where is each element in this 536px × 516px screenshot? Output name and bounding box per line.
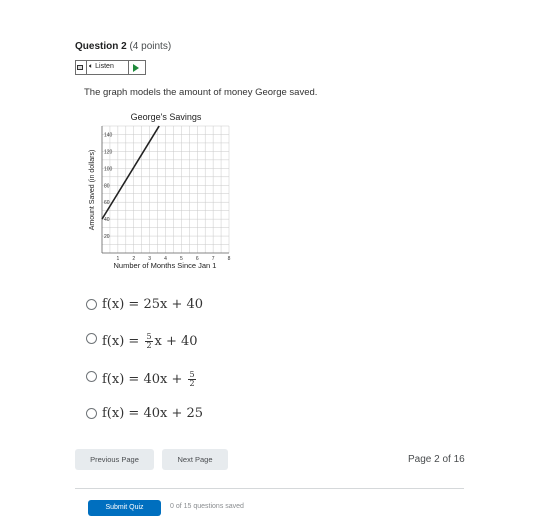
x-tick-label: 3 [148,256,152,262]
page-indicator: Page 2 of 16 [408,454,465,465]
option-1-radio[interactable] [86,299,97,310]
series-line [102,126,159,219]
y-tick-label: 60 [104,200,110,207]
y-tick-label: 20 [104,234,110,241]
chart-title: George's Savings [130,112,202,122]
answer-option-3[interactable] [86,368,246,392]
option-2-radio[interactable] [86,333,97,344]
x-tick-label: 4 [164,256,167,262]
option-2-suffix: x + 40 [154,334,198,349]
submit-quiz-button[interactable]: Submit Quiz [88,500,161,516]
next-page-button[interactable]: Next Page [162,449,228,470]
x-tick-label: 1 [116,256,120,262]
option-4-expression: f(x) = 40x + 25 [102,406,204,421]
question-header [75,41,171,52]
answer-option-4[interactable] [86,406,246,426]
y-tick-label: 120 [104,149,113,156]
listen-divider [128,61,129,74]
option-2-prefix: f(x) = [102,334,144,349]
play-icon[interactable] [133,64,139,72]
previous-page-button[interactable]: Previous Page [75,449,154,470]
option-2-denominator: 2 [146,341,152,350]
option-2-fraction [145,333,152,350]
y-tick-label: 140 [104,132,113,139]
divider [75,488,464,489]
menu-icon [77,65,83,70]
answer-option-1[interactable] [86,297,246,317]
listen-menu-button[interactable] [76,61,87,74]
question-title: Question 2 [75,41,127,52]
option-3-fraction [188,371,195,388]
option-3-denominator: 2 [189,379,195,388]
question-points: (4 points) [129,41,172,52]
y-tick-labels [104,132,113,240]
x-tick-label: 6 [195,256,199,262]
listen-label: Listen [95,63,114,70]
option-1-expression: f(x) = 25x + 40 [102,297,204,312]
x-tick-label: 7 [211,256,215,262]
x-tick-label: 5 [179,256,183,262]
x-tick-label: 8 [227,256,231,262]
answer-option-2[interactable] [86,330,246,354]
listen-widget[interactable] [75,60,146,75]
y-tick-label: 100 [104,166,113,173]
listen-button[interactable]: 🔈︎ Listen [89,63,114,70]
y-tick-label: 40 [104,217,110,224]
savings-chart [84,108,244,273]
y-axis-label: Amount Saved (in dollars) [89,149,96,231]
option-3-numerator: 5 [189,370,195,379]
option-2-numerator: 5 [146,332,152,341]
saved-status: 0 of 15 questions saved [170,503,244,510]
option-3-radio[interactable] [86,371,97,382]
x-axis-label: Number of Months Since Jan 1 [113,261,217,270]
option-4-radio[interactable] [86,408,97,419]
question-prompt: The graph models the amount of money George saved. [84,87,318,98]
option-3-prefix: f(x) = 40x + [102,372,187,387]
y-tick-label: 80 [104,183,110,190]
x-tick-label: 2 [132,256,136,262]
